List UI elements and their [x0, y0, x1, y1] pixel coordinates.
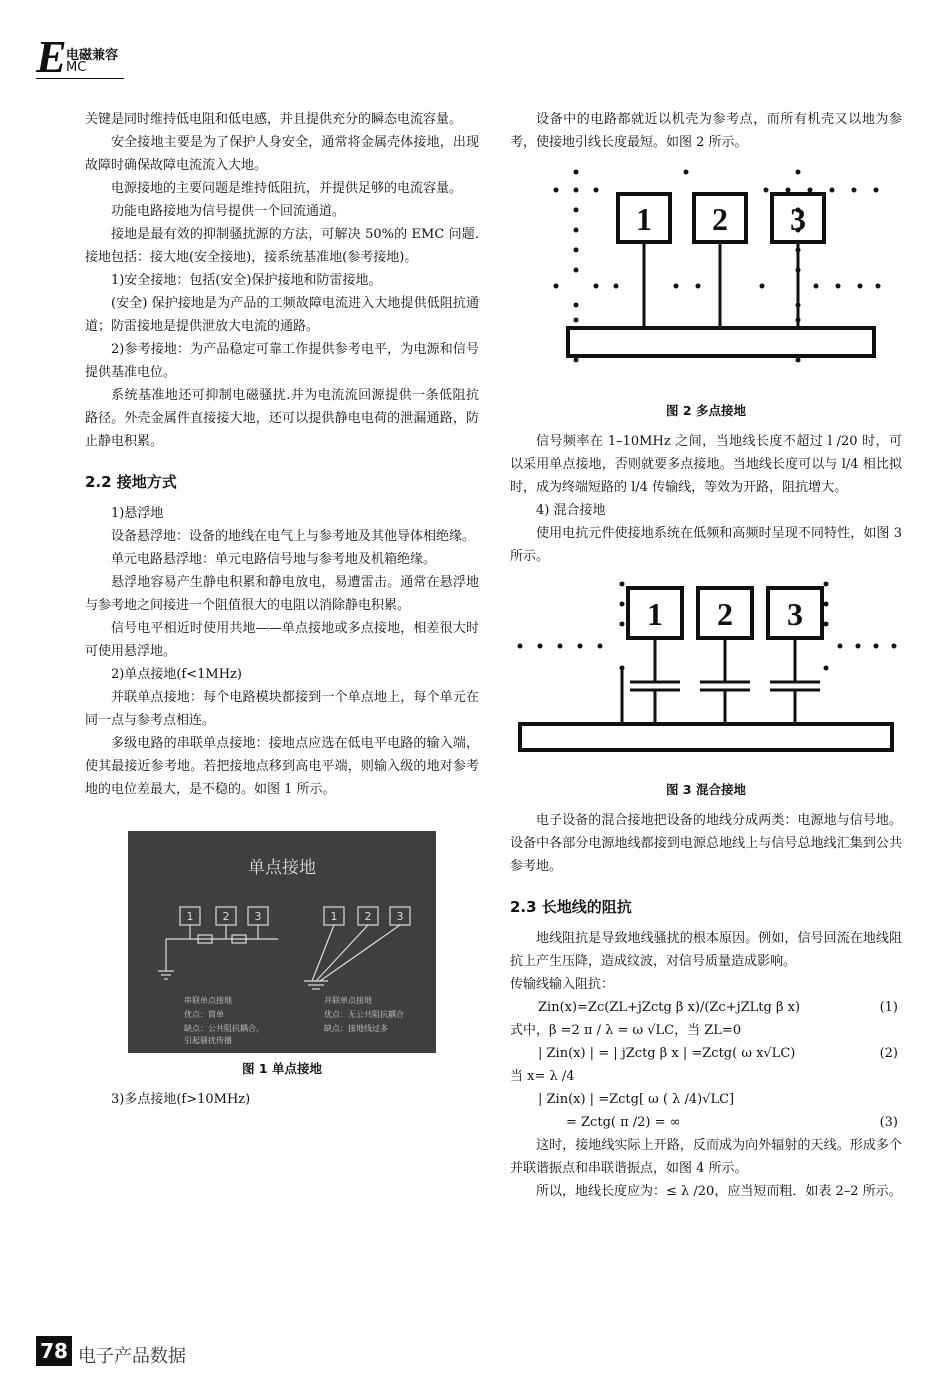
paragraph: 这时，接地线实际上开路，反而成为向外辐射的天线。形成多个并联谐振点和串联谐振点，如图 4 所示。: [510, 1138, 902, 1176]
paragraph: 1)安全接地：包括(安全)保护接地和防雷接地。: [111, 273, 382, 288]
figure-2-caption: 图 2 多点接地: [666, 403, 746, 418]
figure-1-caption: 图 1 单点接地: [242, 1061, 322, 1076]
figure-1-box-label: 2: [364, 910, 372, 923]
figure-1-box-label: 2: [222, 910, 230, 923]
figure-1-left-text: 引起骚扰传播: [184, 1036, 232, 1045]
equation-1: [510, 996, 902, 1019]
paragraph: 功能电路接地为信号提供一个回流通道。: [111, 204, 346, 219]
paragraph: 使用电抗元件使接地系统在低频和高频时呈现不同特性，如图 3 所示。: [510, 526, 902, 564]
paragraph: 信号电平相近时使用共地——单点接地或多点接地，相差很大时可使用悬浮地。: [85, 621, 479, 659]
header-letter: E: [36, 31, 67, 82]
paragraph: 系统基准地还可抑制电磁骚扰.并为电流流回源提供一条低阻抗路径。外壳金属件直接接大地，还可以提供静电电荷的泄漏通路，防止静电积累。: [85, 388, 479, 449]
figure-2-image: [526, 160, 886, 395]
equation-1-body: Zin(x)=Zc(ZL+jZctg β x)/(Zc+jZLtg β x): [538, 1000, 801, 1015]
paragraph: 2)参考接地：为产品稳定可靠工作提供参考电平，为电源和信号提供基准电位。: [85, 342, 479, 380]
figure-1-box-label: 3: [254, 910, 262, 923]
equation-2-number: (2): [879, 1046, 898, 1061]
figure-1-right-text: 优点：无公共阻抗耦合: [324, 1010, 404, 1019]
paragraph: 2)单点接地(f<1MHz): [111, 667, 242, 682]
figure-2-box-label: 1: [636, 201, 652, 237]
figure-1-title: 单点接地: [248, 858, 316, 878]
paragraph: (安全) 保护接地是为产品的工频故障电流进入大地提供低阻抗通道；防雷接地是提供泄放大电流的通路。: [85, 296, 479, 334]
equation-3b: [510, 1111, 902, 1134]
figure-3-image: [510, 574, 902, 774]
figure-1-right-text: 缺点：接地线过多: [324, 1024, 388, 1033]
figure-3-caption: 图 3 混合接地: [666, 782, 746, 797]
paragraph: 悬浮地容易产生静电积累和静电放电，易遭雷击。通常在悬浮地与参考地之间接进一个阻值很大的电阻以消除静电积累。: [85, 575, 479, 613]
figure-1-box-label: 3: [396, 910, 404, 923]
figure-2-box-label: 3: [790, 201, 806, 237]
figure-3-box-label: 3: [787, 596, 803, 632]
header-rule: [36, 78, 124, 79]
figure-1-box-label: 1: [330, 910, 338, 923]
figure-1-left-text: 串联单点接地: [184, 996, 232, 1005]
paragraph: 传输线输入阻抗：: [510, 977, 615, 992]
section-heading: 2.3 长地线的阻抗: [510, 898, 632, 916]
paragraph: 关键是同时维持低电阻和低电感，并且提供充分的瞬态电流容量。: [85, 112, 463, 127]
figure-1-box-label: 1: [186, 910, 194, 923]
paragraph: 接地是最有效的抑制骚扰源的方法，可解决 50%的 EMC 问题.接地包括：接大地(安全接地)，接系统基准地(参考接地)。: [85, 227, 479, 265]
paragraph: 4) 混合接地: [536, 503, 606, 518]
paragraph: 3)多点接地(f>10MHz): [111, 1092, 251, 1107]
figure-1-left-text: 缺点：公共阻抗耦合，: [184, 1024, 264, 1033]
page-number: 78: [36, 1336, 72, 1366]
figure-3-box-label: 2: [717, 596, 733, 632]
equation-3a-body: | Zin(x) | =Zctg[ ω ( λ /4)√LC]: [538, 1092, 735, 1107]
equation-3a: [510, 1088, 902, 1111]
header-subtitle: MC: [66, 60, 87, 75]
paragraph: 地线阻抗是导致地线骚扰的根本原因。例如，信号回流在地线阻抗上产生压降，造成纹波，对信号质量造成影响。: [510, 931, 902, 969]
paragraph: 单元电路悬浮地：单元电路信号地与参考地及机箱绝缘。: [111, 552, 437, 567]
figure-3: [510, 574, 902, 801]
figure-1-right-text: 并联单点接地: [324, 996, 372, 1005]
section-heading: 2.2 接地方式: [85, 473, 177, 491]
paragraph: 电子设备的混合接地把设备的地线分成两类：电源地与信号地。设备中各部分电源地线都接到电源总地线上与信号总地线汇集到公共参考地。: [510, 813, 902, 874]
figure-1: [85, 831, 479, 1080]
paragraph: 信号频率在 1–10MHz 之间，当地线长度不超过 l /20 时，可以采用单点接地，否则就要多点接地。当地线长度可以与 l/4 相比拟时，成为终端短路的 l/4 传输线，等效为开路，阻抗增大。: [510, 434, 902, 495]
header-title: 电磁兼容: [66, 48, 119, 63]
paragraph: 并联单点接地：每个电路模块都接到一个单点地上，每个单元在同一点与参考点相连。: [85, 690, 479, 728]
equation-3b-body: = Zctg( π /2) = ∞: [566, 1115, 681, 1130]
paragraph: 安全接地主要是为了保护人身安全，通常将金属壳体接地，出现故障时确保故障电流流入大地。: [85, 135, 479, 173]
paragraph: 当 x= λ /4: [510, 1069, 575, 1084]
figure-3-box-label: 1: [647, 596, 663, 632]
left-column: [85, 108, 479, 1111]
figure-1-left-text: 优点：简单: [184, 1010, 224, 1019]
equation-3-number: (3): [879, 1115, 898, 1130]
footer-brand: 电子产品数据: [78, 1346, 186, 1367]
paragraph: 所以，地线长度应为：≤ λ /20，应当短而粗．如表 2–2 所示。: [536, 1184, 902, 1199]
figure-2-box-label: 2: [712, 201, 728, 237]
figure-2: [510, 160, 902, 422]
paragraph: 多级电路的串联单点接地：接地点应选在低电平电路的输入端，使其最接近参考地。若把接地点移到高电平端，则输入级的地对参考地的电位差最大，是不稳的。如图 1 所示。: [85, 736, 479, 797]
figure-1-image: [128, 831, 436, 1053]
right-column: [510, 108, 902, 1203]
paragraph: 式中，β =2 π / λ = ω √LC，当 ZL=0: [510, 1023, 742, 1038]
paragraph: 设备悬浮地：设备的地线在电气上与参考地及其他导体相绝缘。: [111, 529, 476, 544]
paragraph: 设备中的电路都就近以机壳为参考点，而所有机壳又以地为参考，使接地引线长度最短。如图 2 所示。: [510, 112, 902, 150]
paragraph: 电源接地的主要问题是维持低阻抗，并提供足够的电流容量。: [111, 181, 463, 196]
equation-1-number: (1): [879, 1000, 898, 1015]
paragraph: 1)悬浮地: [111, 506, 164, 521]
equation-2-body: | Zin(x) | = | jZctg β x | =Zctg( ω x√LC): [538, 1046, 796, 1061]
equation-2: [510, 1042, 902, 1065]
